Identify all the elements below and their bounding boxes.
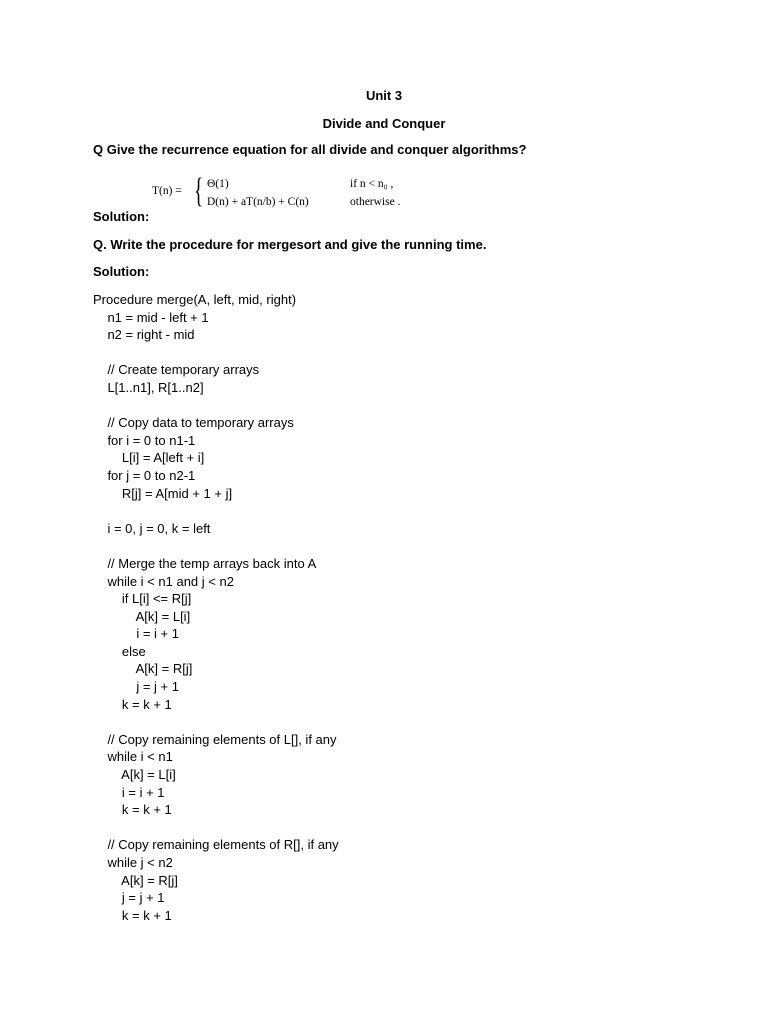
code-line [93, 344, 339, 362]
merge-procedure-code [93, 291, 339, 924]
code-line: while i < n1 [93, 749, 173, 765]
code-line: Procedure merge(A, left, mid, right) [93, 292, 297, 307]
solution-label-2: Solution: [93, 264, 150, 279]
code-line: L[1..n1], R[1..n2] [93, 379, 204, 395]
code-line: // Create temporary arrays [93, 362, 260, 378]
equation-lhs: T(n) = [152, 185, 182, 197]
code-line: A[k] = L[i] [93, 767, 176, 783]
code-line: // Copy remaining elements of R[], if any [93, 837, 339, 853]
code-line: n1 = mid - left + 1 [93, 309, 209, 325]
equation-brace: { [194, 171, 204, 210]
equation-case1-cond: if n < n₀ , [350, 178, 394, 190]
code-line: if L[i] <= R[j] [93, 591, 192, 607]
code-line: while j < n2 [93, 855, 173, 870]
code-line: // Copy data to temporary arrays [93, 415, 294, 431]
topic-title: Divide and Conquer [322, 116, 446, 131]
unit-title: Unit 3 [365, 88, 403, 103]
equation-case2-cond: otherwise . [350, 196, 401, 208]
code-line: else [93, 643, 146, 659]
equation-case1-expr: Θ(1) [207, 178, 229, 190]
code-line: n2 = right - mid [93, 327, 195, 343]
equation-case2-expr: D(n) + aT(n/b) + C(n) [207, 196, 309, 208]
code-line: j = j + 1 [93, 679, 179, 695]
code-line: for i = 0 to n1-1 [93, 432, 196, 448]
code-line: A[k] = R[j] [93, 661, 193, 677]
code-line [93, 819, 339, 837]
code-line [93, 502, 339, 520]
code-line: A[k] = L[i] [93, 608, 191, 624]
code-line: // Merge the temp arrays back into A [93, 555, 317, 571]
code-line: k = k + 1 [93, 907, 172, 923]
code-line: L[i] = A[left + i] [93, 450, 205, 466]
code-line: i = i + 1 [93, 626, 179, 642]
code-line: k = k + 1 [93, 802, 172, 818]
code-line: i = 0, j = 0, k = left [93, 520, 211, 536]
code-line: // Copy remaining elements of L[], if any [93, 731, 337, 747]
code-line [93, 713, 339, 731]
code-line: i = i + 1 [93, 784, 165, 800]
code-line: R[j] = A[mid + 1 + j] [93, 485, 233, 501]
question-2: Q. Write the procedure for mergesort and give the running time. [93, 237, 487, 252]
code-line: A[k] = R[j] [93, 872, 178, 888]
code-line: k = k + 1 [93, 696, 172, 712]
recurrence-equation [150, 171, 420, 214]
code-line: while i < n1 and j < n2 [93, 573, 234, 589]
code-line [93, 537, 339, 555]
solution-label-1: Solution: [93, 209, 150, 224]
code-line: for j = 0 to n2-1 [93, 467, 196, 483]
code-line: j = j + 1 [93, 890, 165, 906]
code-line [93, 397, 339, 415]
question-1: Q Give the recurrence equation for all divide and conquer algorithms? [93, 142, 527, 157]
